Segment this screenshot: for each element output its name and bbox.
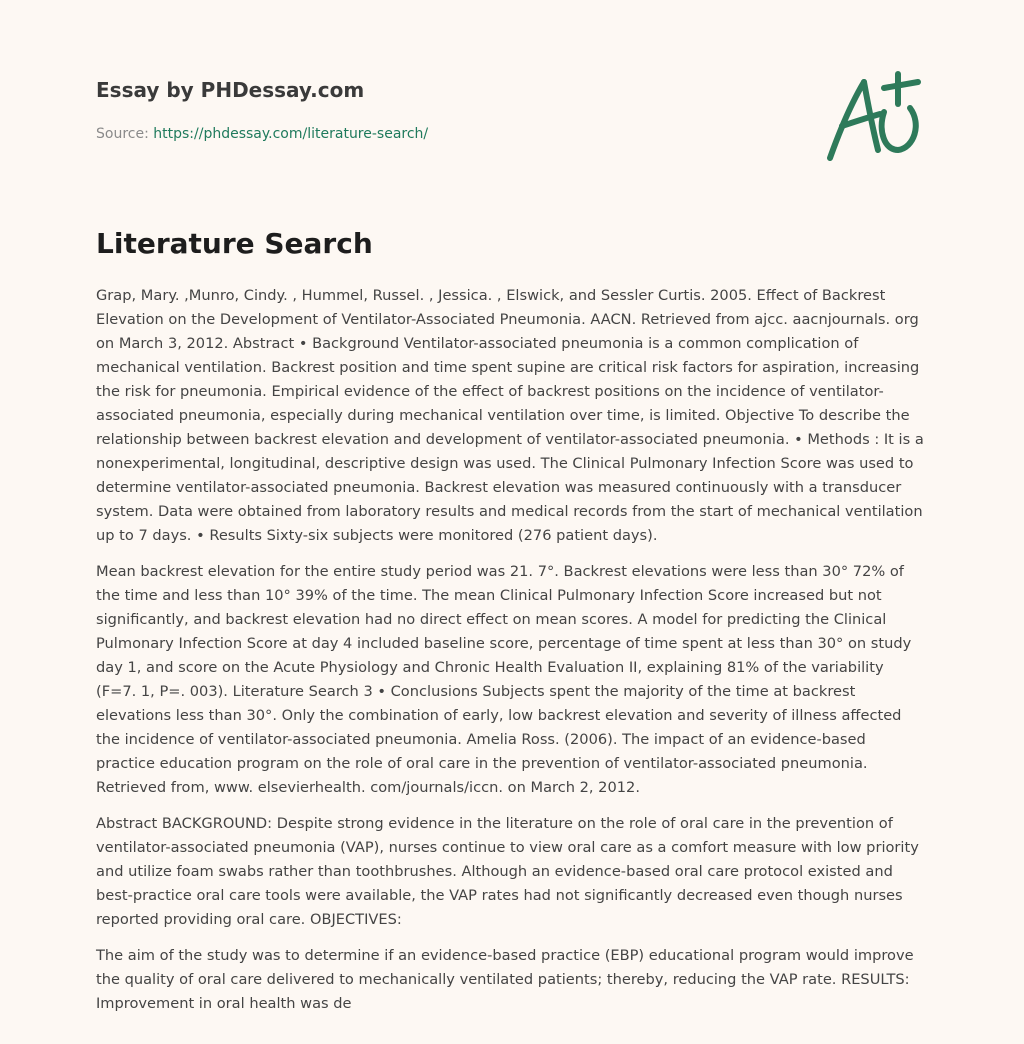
essay-header [96,76,796,144]
source-link[interactable]: https://phdessay.com/literature-search/ [153,126,429,142]
essay-body [96,284,928,1028]
source-label: Source: [96,126,154,142]
page-title: Literature Search [96,227,373,260]
source-line [96,124,796,144]
paragraph: The aim of the study was to determine if an evidence-based practice (EBP) educational program would improve the quality of oral care delivered to mechanically ventilated patients; thereby, reducing the VAP rate. RESULTS: Improvement in oral health was de [96,947,914,1012]
paragraph: Mean backrest elevation for the entire study period was 21. 7°. Backrest elevations were less than 30° 72% of the time and less than 10° 39% of the time. The mean Clinical Pulmonary Infection Score increased but not significantly, and backrest elevation had no direct effect on mean scores. A model for predicting the Clinical Pulmonary Infection Score at day 4 included baseline score, percentage of time spent at less than 30° on study day 1, and score on the Acute Physiology and Chronic Health Evaluation II, explaining 81% of the variability (F=7. 1, P=. 003). Literature Search 3 • Conclusions Subjects spent the majority of the time at backrest elevations less than 30°. Only the combination of early, low backrest elevation and severity of illness affected the incidence of ventilator-associated pneumonia. Amelia Ross. (2006). The impact of an evidence-based practice education program on the role of oral care in the prevention of ventilator-associated pneumonia. Retrieved from, www. elsevierhealth. com/journals/iccn. on March 2, 2012. [96,563,912,796]
a-plus-logo-icon [822,68,926,164]
site-brand: Essay by PHDessay.com [96,78,365,102]
paragraph: Grap, Mary. ,Munro, Cindy. , Hummel, Russel. , Jessica. , Elswick, and Sessler Curtis. 2005. Effect of Backrest Elevation on the Development of Ventilator-Associated Pneumonia. AACN. Retrieved from ajcc. aacnjournals. org on March 3, 2012. Abstract • Background Ventilator-associated pneumonia is a common complication of mechanical ventilation. Backrest position and time spent supine are critical risk factors for aspiration, increasing the risk for pneumonia. Empirical evidence of the effect of backrest positions on the incidence of ventilator-associated pneumonia, especially during mechanical ventilation over time, is limited. Objective To describe the relationship between backrest elevation and development of ventilator-associated pneumonia. • Methods : It is a nonexperimental, longitudinal, descriptive design was used. The Clinical Pulmonary Infection Score was used to determine ventilator-associated pneumonia. Backrest elevation was measured continuously with a transducer system. Data were obtained from laboratory results and medical records from the start of mechanical ventilation up to 7 days. • Results Sixty-six subjects were monitored (276 patient days). [96,287,924,544]
paragraph: Abstract BACKGROUND: Despite strong evidence in the literature on the role of oral care in the prevention of ventilator-associated pneumonia (VAP), nurses continue to view oral care as a comfort measure with low priority and utilize foam swabs rather than toothbrushes. Although an evidence-based oral care protocol existed and best-practice oral care tools were available, the VAP rates had not significantly decreased even though nurses reported providing oral care. OBJECTIVES: [96,815,919,928]
